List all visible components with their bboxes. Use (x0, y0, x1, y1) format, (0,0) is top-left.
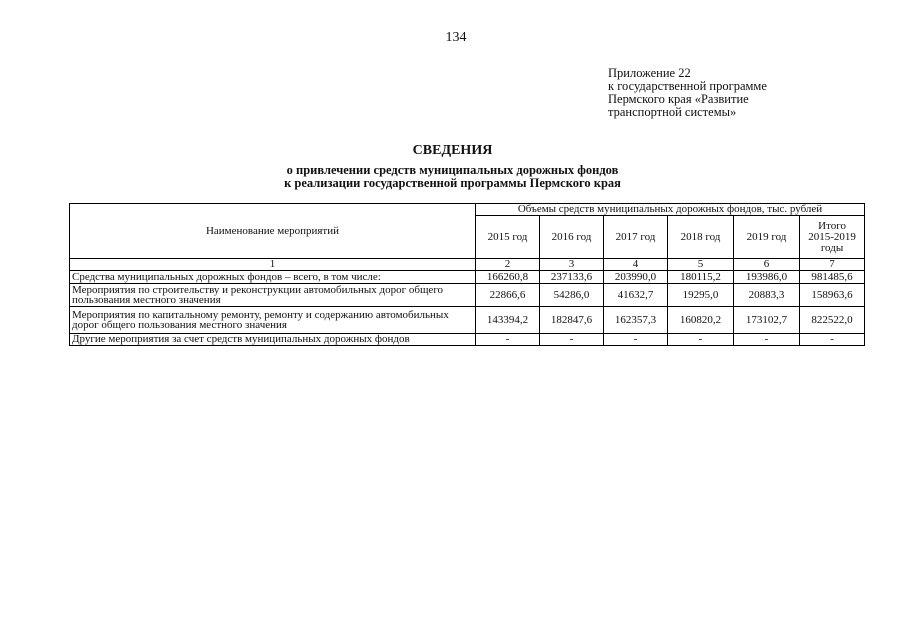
appendix-line-1: Приложение 22 (608, 66, 691, 80)
column-number: 5 (668, 259, 734, 271)
column-group-header: Объемы средств муниципальных дорожных фондов, тыс. рублей (476, 204, 865, 216)
column-header-2018: 2018 год (668, 216, 734, 259)
row-value-2019: 20883,3 (734, 284, 800, 307)
row-name: Средства муниципальных дорожных фондов – всего, в том числе: (70, 271, 476, 284)
row-value-2017: 41632,7 (604, 284, 668, 307)
column-number-row (70, 259, 865, 271)
column-header-2017: 2017 год (604, 216, 668, 259)
column-number: 7 (800, 259, 865, 271)
row-value-2018: - (668, 334, 734, 346)
page-number: 134 (445, 30, 467, 45)
document-title: СВЕДЕНИЯ (412, 143, 493, 158)
funds-table (69, 203, 865, 346)
row-value-2019: - (734, 334, 800, 346)
total-header-line-3: годы (820, 241, 844, 254)
table-row (70, 271, 865, 284)
row-value-2016: 237133,6 (540, 271, 604, 284)
row-value-2019: 193986,0 (734, 271, 800, 284)
appendix-note (608, 67, 767, 119)
row-value-total: 158963,6 (800, 284, 865, 307)
row-value-2015: 166260,8 (476, 271, 540, 284)
appendix-line-3: Пермского края «Развитие (608, 92, 749, 106)
column-number: 1 (70, 259, 476, 271)
row-value-total: 822522,0 (800, 307, 865, 334)
table-row (70, 334, 865, 346)
row-value-2015: - (476, 334, 540, 346)
column-header-total (800, 216, 865, 259)
row-name: Мероприятия по капитальному ремонту, ремонту и содержанию автомобильных дорог общего пользования местного значения (70, 307, 476, 334)
column-number: 3 (540, 259, 604, 271)
document-subtitle-line-1: о привлечении средств муниципальных дорожных фондов (286, 163, 619, 177)
row-value-2015: 22866,6 (476, 284, 540, 307)
column-number: 2 (476, 259, 540, 271)
column-header-2015: 2015 год (476, 216, 540, 259)
table-row (70, 307, 865, 334)
row-value-2017: 162357,3 (604, 307, 668, 334)
row-value-2016: 54286,0 (540, 284, 604, 307)
table-header-row (70, 204, 865, 216)
row-value-2018: 180115,2 (668, 271, 734, 284)
column-number: 6 (734, 259, 800, 271)
total-header-line-1: Итого (818, 219, 846, 232)
row-value-2018: 19295,0 (668, 284, 734, 307)
column-header-2019: 2019 год (734, 216, 800, 259)
appendix-line-2: к государственной программе (608, 79, 767, 93)
column-header-name: Наименование мероприятий (70, 204, 476, 259)
row-value-total: 981485,6 (800, 271, 865, 284)
column-number: 4 (604, 259, 668, 271)
row-value-2016: - (540, 334, 604, 346)
column-header-2016: 2016 год (540, 216, 604, 259)
row-name: Мероприятия по строительству и реконструкции автомобильных дорог общего пользования местного значения (70, 284, 476, 307)
row-value-2017: - (604, 334, 668, 346)
row-value-total: - (800, 334, 865, 346)
document-subtitle-line-2: к реализации государственной программы Пермского края (284, 176, 621, 190)
row-value-2015: 143394,2 (476, 307, 540, 334)
appendix-line-4: транспортной системы» (608, 105, 737, 119)
row-name: Другие мероприятия за счет средств муниципальных дорожных фондов (70, 334, 476, 346)
row-value-2017: 203990,0 (604, 271, 668, 284)
table-row (70, 284, 865, 307)
row-value-2016: 182847,6 (540, 307, 604, 334)
row-value-2018: 160820,2 (668, 307, 734, 334)
total-header-line-2: 2015-2019 (808, 230, 856, 243)
row-value-2019: 173102,7 (734, 307, 800, 334)
